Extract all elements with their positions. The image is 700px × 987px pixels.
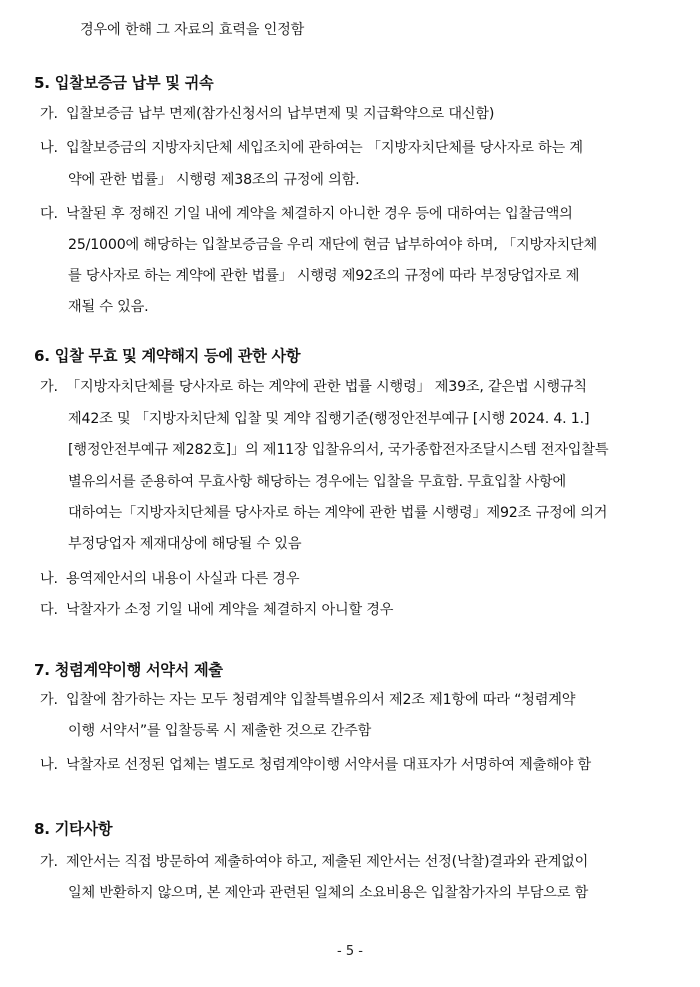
item-text: 낙찰자로 선정된 업체는 별도로 청렴계약이행 서약서를 대표자가 서명하여 제출해야 함: [66, 757, 591, 773]
section-7-title: 7. 청렴계약이행 서약서 제출: [34, 661, 223, 679]
section-5-item-c-line-3: 를 당사자로 하는 계약에 관한 법률」 시행령 제92조의 규정에 따라 부정당업자로 제: [68, 268, 580, 284]
item-marker: 나.: [40, 571, 58, 587]
item-text: 용역제안서의 내용이 사실과 다른 경우: [66, 571, 300, 587]
item-marker: 가.: [40, 106, 58, 122]
section-6-item-a-line-4: 별유의서를 준용하여 무효사항 해당하는 경우에는 입찰을 무효함. 무효입찰 사항에: [68, 474, 566, 490]
item-marker: 가.: [40, 379, 58, 395]
section-6-item-a-line-6: 부정당업자 제재대상에 해당될 수 있음: [68, 536, 302, 552]
item-marker: 가.: [40, 854, 58, 870]
page-number: - 5 -: [337, 944, 363, 959]
section-6-item-a-line-3: [행정안전부예규 제282호]」의 제11장 입찰유의서, 국가종합전자조달시스템 전자입찰특: [68, 442, 609, 458]
section-5-title: 5. 입찰보증금 납부 및 귀속: [34, 74, 214, 92]
item-text: 「지방자치단체를 당사자로 하는 계약에 관한 법률 시행령」 제39조, 같은법 시행규칙: [66, 379, 587, 395]
section-6-item-a: [40, 377, 587, 397]
item-marker: 다.: [40, 602, 58, 618]
section-6-item-a-line-2: 제42조 및 「지방자치단체 입찰 및 계약 집행기준(행정안전부예규 [시행 2024. 4. 1.]: [68, 411, 590, 427]
section-7-item-b: [40, 755, 591, 775]
section-7-item-a-line-2: 이행 서약서”를 입찰등록 시 제출한 것으로 간주함: [68, 723, 372, 739]
section-5-item-c-line-2: 25/1000에 해당하는 입찰보증금을 우리 재단에 현금 납부하여야 하며, 「지방자치단체: [68, 237, 597, 253]
item-text: 입찰보증금의 지방자치단체 세입조치에 관하여는 「지방자치단체를 당사자로 하는 계: [66, 140, 583, 156]
section-8-item-a: [40, 852, 588, 872]
item-text: 낙찰된 후 정해진 기일 내에 계약을 체결하지 아니한 경우 등에 대하여는 입찰금액의: [66, 206, 573, 222]
item-text: 입찰에 참가하는 자는 모두 청렴계약 입찰특별유의서 제2조 제1항에 따라 “청렴계약: [66, 692, 576, 708]
section-5-item-c-line-4: 재될 수 있음.: [68, 299, 149, 315]
section-6-title: 6. 입찰 무효 및 계약해지 등에 관한 사항: [34, 347, 301, 365]
section-5-item-c: [40, 204, 573, 224]
section-5-item-b-line-2: 약에 관한 법률」 시행령 제38조의 규정에 의함.: [68, 172, 360, 188]
section-6-item-b: [40, 569, 299, 589]
item-text: 제안서는 직접 방문하여 제출하여야 하고, 제출된 제안서는 선정(낙찰)결과와 관계없이: [66, 854, 589, 870]
section-8-title: 8. 기타사항: [34, 820, 113, 838]
section-7-item-a: [40, 690, 575, 710]
item-text: 낙찰자가 소정 기일 내에 계약을 체결하지 아니할 경우: [66, 602, 394, 618]
section-8-item-a-line-2: 일체 반환하지 않으며, 본 제안과 관련된 일체의 소요비용은 입찰참가자의 부담으로 함: [68, 885, 589, 901]
intro-line: 경우에 한해 그 자료의 효력을 인정함: [80, 22, 305, 38]
item-marker: 가.: [40, 692, 58, 708]
section-5-item-b: [40, 138, 583, 158]
section-6-item-c: [40, 600, 393, 620]
item-text: 입찰보증금 납부 면제(참가신청서의 납부면제 및 지급확약으로 대신함): [66, 106, 495, 122]
item-marker: 다.: [40, 206, 58, 222]
item-marker: 나.: [40, 140, 58, 156]
section-6-item-a-line-5: 대하여는「지방자치단체를 당사자로 하는 계약에 관한 법률 시행령」제92조 규정에 의거: [68, 505, 608, 521]
section-5-item-a: [40, 104, 494, 124]
item-marker: 나.: [40, 757, 58, 773]
